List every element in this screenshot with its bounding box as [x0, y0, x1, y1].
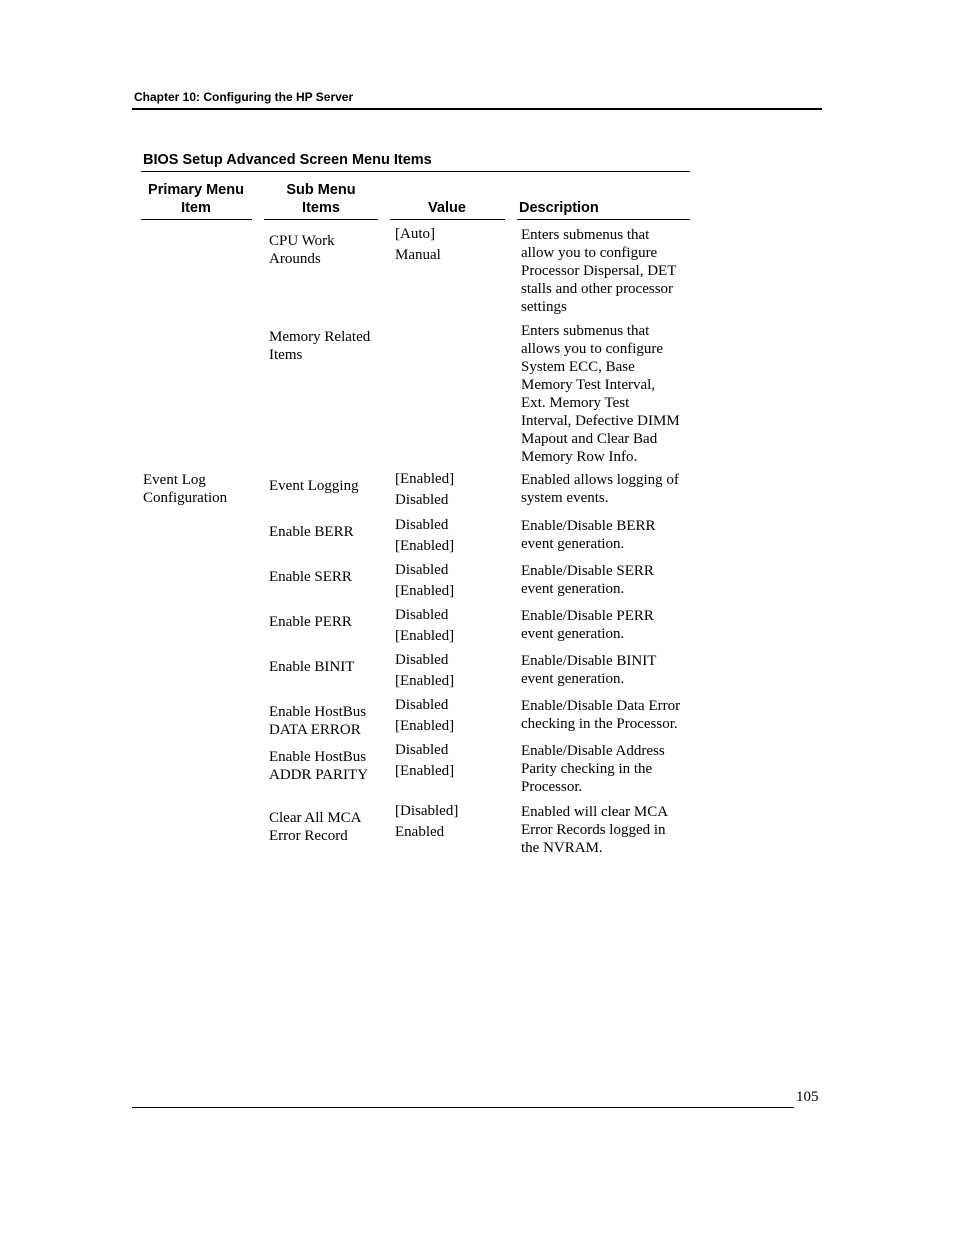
sub-menu-cell — [269, 809, 362, 845]
description-cell — [521, 226, 676, 316]
value-line: [Disabled] — [395, 803, 459, 819]
description-line: Processor. — [521, 779, 583, 795]
chapter-header: Chapter 10: Configuring the HP Server — [134, 90, 354, 104]
title-rule — [141, 171, 690, 172]
sub-menu-cell — [269, 523, 354, 541]
sub-menu-cell — [269, 748, 368, 784]
description-cell — [521, 562, 654, 598]
description-line: Enable/Disable Address — [521, 743, 665, 759]
description-line: Enable/Disable BINIT — [521, 653, 657, 669]
sub-menu-line: Enable BERR — [269, 524, 354, 540]
description-line: Enable/Disable SERR — [521, 563, 654, 579]
description-line: event generation. — [521, 626, 625, 642]
description-line: settings — [521, 299, 567, 315]
page-number: 105 — [796, 1089, 819, 1105]
description-line: event generation. — [521, 536, 625, 552]
value-cell — [395, 740, 454, 781]
description-line: Memory Row Info. — [521, 449, 638, 465]
value-line: Disabled — [395, 742, 449, 758]
description-line: stalls and other processor — [521, 281, 674, 297]
value-cell — [395, 560, 454, 601]
sub-header-line: Sub Menu — [286, 182, 356, 198]
sub-menu-line: DATA ERROR — [269, 722, 361, 738]
description-line: Enable/Disable Data Error — [521, 698, 681, 714]
description-line: system events. — [521, 490, 609, 506]
sub-menu-line: Enable SERR — [269, 569, 352, 585]
description-cell — [521, 517, 656, 553]
value-line: [Enabled] — [395, 582, 455, 599]
sub-menu-line: Enable BINIT — [269, 659, 355, 675]
description-line: Mapout and Clear Bad — [521, 431, 658, 447]
description-line: the NVRAM. — [521, 840, 603, 856]
sub-menu-line: ADDR PARITY — [269, 767, 369, 783]
description-line: Enable/Disable BERR — [521, 518, 656, 534]
description-cell — [521, 742, 665, 796]
description-line: Error Records logged in — [521, 822, 666, 838]
primary-menu-line: Event Log — [143, 472, 206, 488]
description-line: Processor Dispersal, DET — [521, 263, 677, 279]
description-line: checking in the Processor. — [521, 716, 678, 732]
value-line: Disabled — [395, 652, 449, 668]
description-line: Enabled will clear MCA — [521, 804, 669, 820]
description-line: Enabled allows logging of — [521, 472, 679, 488]
value-line: Disabled — [395, 517, 449, 533]
sub-menu-cell — [269, 477, 359, 495]
header-rule-sub — [264, 219, 378, 220]
sub-menu-cell — [269, 658, 354, 676]
sub-menu-cell — [269, 232, 335, 268]
sub-menu-line: CPU Work — [269, 233, 335, 249]
value-line: [Enabled] — [395, 672, 455, 689]
description-cell — [521, 607, 654, 643]
header-rule — [132, 108, 822, 110]
description-line: Enters submenus that — [521, 227, 650, 243]
header-rule-value — [390, 219, 505, 220]
description-line: Interval, Defective DIMM — [521, 413, 680, 429]
sub-menu-line: Enable PERR — [269, 614, 352, 630]
sub-menu-line: Items — [269, 347, 303, 363]
description-line: Ext. Memory Test — [521, 395, 630, 411]
value-cell — [395, 515, 454, 556]
primary-header-line: Primary Menu — [148, 182, 244, 198]
sub-menu-line: Error Record — [269, 828, 348, 844]
value-line: Manual — [395, 246, 441, 263]
sub-menu-cell — [269, 613, 352, 631]
header-rule-description — [517, 219, 690, 220]
value-line: [Enabled] — [395, 471, 455, 487]
table-title: BIOS Setup Advanced Screen Menu Items — [143, 152, 432, 168]
primary-menu-header — [143, 181, 249, 217]
sub-menu-line: Enable HostBus — [269, 704, 367, 720]
sub-menu-line: Event Logging — [269, 478, 359, 494]
description-line: allow you to configure — [521, 245, 658, 261]
description-cell — [521, 322, 680, 466]
sub-menu-cell — [269, 703, 366, 739]
description-line: Enable/Disable PERR — [521, 608, 654, 624]
value-line: Disabled — [395, 607, 449, 623]
value-line: Enabled — [395, 823, 445, 840]
description-line: event generation. — [521, 671, 625, 687]
header-rule-primary — [141, 219, 252, 220]
description-line: Parity checking in the — [521, 761, 653, 777]
value-line: [Enabled] — [395, 537, 455, 554]
sub-menu-line: Arounds — [269, 251, 321, 267]
sub-header-line: Items — [302, 200, 340, 216]
description-line: Enters submenus that — [521, 323, 650, 339]
sub-menu-line: Enable HostBus — [269, 749, 367, 765]
footer-rule — [132, 1107, 794, 1108]
description-cell — [521, 652, 656, 688]
value-line: Disabled — [395, 697, 449, 713]
value-line: [Enabled] — [395, 717, 455, 734]
sub-menu-header — [266, 181, 376, 217]
value-cell — [395, 695, 454, 736]
sub-menu-cell — [269, 328, 370, 364]
sub-menu-cell — [269, 568, 352, 586]
value-line: [Enabled] — [395, 627, 455, 644]
primary-menu-line: Configuration — [143, 490, 228, 506]
value-line: Disabled — [395, 491, 449, 508]
value-cell — [395, 605, 454, 646]
sub-menu-line: Clear All MCA — [269, 810, 362, 826]
value-line: [Auto] — [395, 226, 435, 242]
value-line: [Enabled] — [395, 762, 455, 779]
description-cell — [521, 803, 668, 857]
value-cell — [395, 801, 458, 842]
description-line: Memory Test Interval, — [521, 377, 656, 393]
value-header: Value — [428, 200, 466, 216]
primary-menu-cell — [143, 471, 227, 507]
description-line: event generation. — [521, 581, 625, 597]
primary-header-line: Item — [181, 200, 211, 216]
sub-menu-line: Memory Related — [269, 329, 371, 345]
description-cell — [521, 697, 680, 733]
value-cell — [395, 650, 454, 691]
description-header: Description — [519, 200, 599, 216]
description-line: allows you to configure — [521, 341, 664, 357]
value-cell — [395, 469, 454, 510]
description-line: System ECC, Base — [521, 359, 635, 375]
value-line: Disabled — [395, 562, 449, 578]
description-cell — [521, 471, 679, 507]
value-cell — [395, 224, 441, 265]
